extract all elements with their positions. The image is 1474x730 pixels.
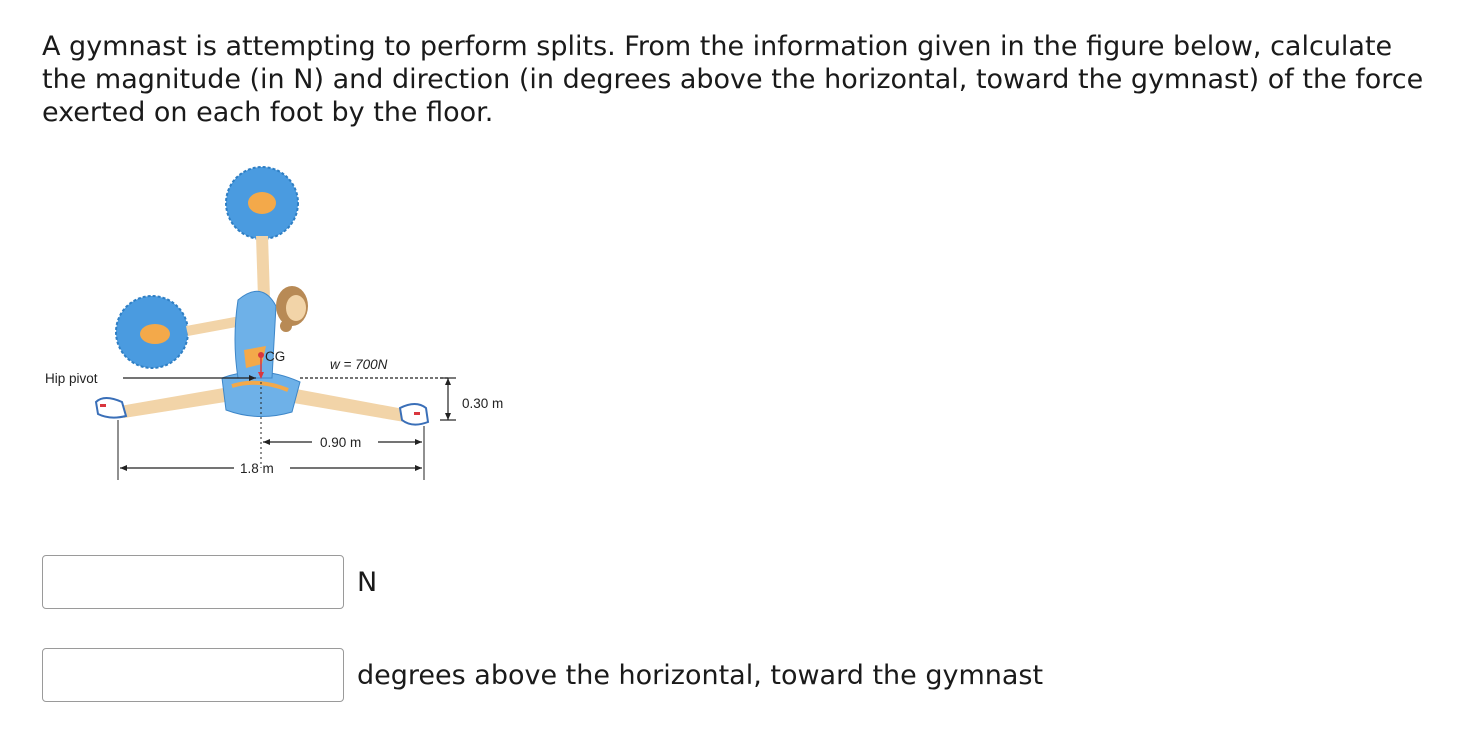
right-shoe	[400, 404, 428, 425]
outstretched-arm	[186, 316, 242, 336]
left-leg	[120, 386, 238, 418]
magnitude-input[interactable]	[42, 555, 344, 609]
full-span-label: 1.8 m	[240, 461, 274, 476]
height-label: 0.30 m	[462, 396, 504, 411]
half-span-label: 0.90 m	[320, 435, 362, 450]
weight-label: w = 700N	[330, 357, 388, 372]
upper-pompom	[226, 167, 298, 239]
magnitude-unit: N	[357, 567, 378, 598]
raised-arm	[256, 236, 270, 298]
left-shoe	[96, 398, 126, 418]
question-text: A gymnast is attempting to perform splits. From the information given in the figure below, calculate the magnitude (in N) and direction (in degrees above the horizontal, toward the gymnast) of the force exerted on each foot by the floor.	[42, 31, 1424, 128]
direction-unit: degrees above the horizontal, toward the gymnast	[357, 660, 1044, 691]
gymnast-diagram	[0, 150, 560, 510]
head	[276, 286, 308, 332]
hip-pivot-label: Hip pivot	[45, 371, 98, 386]
cg-label: CG	[265, 349, 286, 364]
gymnast-figure	[0, 150, 560, 510]
direction-input[interactable]	[42, 648, 344, 702]
left-pompom	[116, 296, 188, 368]
